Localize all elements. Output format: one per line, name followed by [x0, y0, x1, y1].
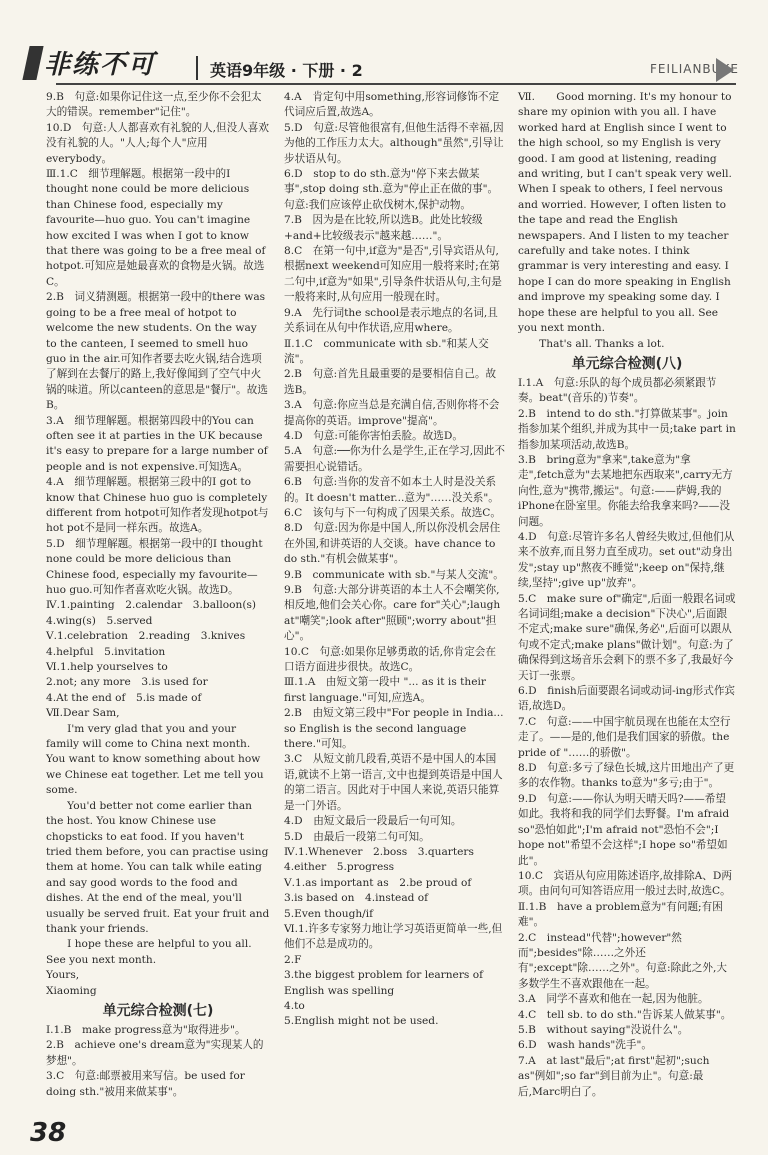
- answer-line: 2.B intend to do sth."打算做某事"。join指参加某个组织,并成为其中一员;take part in指参加某项活动,故选B。: [518, 407, 736, 451]
- answer-line: 4.D 句意:可能你害怕丢脸。故选D。: [284, 429, 463, 442]
- answer-line: 7.C 句意:——中国宇航员现在也能在太空行走了。——是的,他们是我们国家的骄傲。the pride of "……的骄傲"。: [518, 715, 733, 759]
- answer-line: Ⅳ.1.Whenever 2.boss 3.quarters: [284, 845, 474, 858]
- answer-line: 2.B 由短文第三段中"For people in India... so English is the second language there."可知。: [284, 707, 507, 751]
- answer-line: 4.either 5.progress: [284, 861, 395, 874]
- answer-line: Ⅲ.1.A 由短文第一段中 "... as it is their first language."可知,应选A。: [284, 676, 490, 704]
- column-right: [518, 90, 736, 1100]
- answer-line: Yours,: [46, 969, 80, 982]
- answer-line: Ⅰ.1.B make progress意为"取得进步"。: [46, 1023, 246, 1036]
- answer-line: 6.C 该句与下一句构成了因果关系。故选C。: [284, 506, 502, 519]
- section-title-unit8: 单元综合检测(八): [571, 355, 683, 372]
- answer-line: 6.D stop to do sth.意为"停下来去做某事",stop doing sth.意为"停止正在做的事"。句意:我们应该停止砍伐树木,保护动物。: [284, 168, 499, 211]
- column-middle: [284, 90, 506, 1030]
- answer-line: Xiaoming: [46, 984, 97, 997]
- header-divider: [196, 56, 198, 80]
- answer-line: 9.B communicate with sb."与某人交流"。: [284, 568, 504, 581]
- page-number: 38: [30, 1118, 67, 1148]
- answer-line: You'd better not come earlier than the host. You know Chinese use chopsticks to eat food. If you haven't tried them before, you can practise using them at home. You can talk while eating and say good words to the food and dishes. At the end of the meal, you'll usually be served fruit. Eat your fruit and thank your friends.: [46, 799, 273, 935]
- answer-line: I hope these are helpful to you all. See you next month.: [46, 938, 255, 966]
- answer-line: Ⅴ.1.celebration 2.reading 3.knives: [46, 630, 246, 643]
- answer-line: Ⅴ.1.as important as 2.be proud of: [284, 876, 472, 889]
- answer-line: 3.A 细节理解题。根据第四段中的You can often see it at parties in the UK because it's easy to prepare for a large number of people and is not expensive.可知选A。: [46, 414, 272, 473]
- answer-line: 5.B without saying"没说什么"。: [518, 1023, 689, 1036]
- answer-line: 9.D 句意:——你认为明天晴天吗?——希望如此。我将和我的同学们去野餐。I'm afraid so"恐怕如此";I'm afraid not"恐怕不会";I hope not"希望不会这样";I hope so"希望如此"。: [518, 792, 733, 867]
- answer-line: 9.B 句意:如果你记住这一点,至少你不会犯太大的错误。remember"记住"。: [46, 91, 262, 119]
- answer-line: 3.the biggest problem for learners of English was spelling: [284, 969, 487, 997]
- answer-line: Ⅵ.1.许多专家努力地让学习英语更简单一些,但他们不总是成功的。: [284, 922, 503, 951]
- answer-line: Ⅶ.Dear Sam,: [46, 707, 120, 720]
- column-left: [46, 90, 273, 1100]
- answer-line: 5.English might not be used.: [284, 1015, 439, 1028]
- answer-line: Ⅳ.1.painting 2.calendar 3.balloon(s): [46, 599, 257, 612]
- answer-line: 6.D finish后面要跟名词或动词-ing形式作宾语,故选D。: [518, 685, 736, 713]
- answer-line: 4.C tell sb. to do sth."告诉某人做某事"。: [518, 1008, 732, 1021]
- answer-line: 4.At the end of 5.is made of: [46, 691, 202, 704]
- answer-line: 5.D 细节理解题。根据第一段中的I thought none could be more delicious than Chinese food, especially my favourite—huo guo.可知作者喜欢吃火锅。故选D。: [46, 537, 266, 596]
- answer-line: 2.B 词义猜测题。根据第一段中的there was going to be a free meal of hotpot to welcome the new students. On the way to the canteen, I seemed to smell huo guo in the air.可知作者要去吃火锅,结合选项了解到在去餐厅的路上,我好像闻到了空气中火锅的味道。所以canteen的意思是"餐厅"。故选B。: [46, 291, 269, 412]
- answer-line: 10.D 句意:人人都喜欢有礼貌的人,但没人喜欢没有礼貌的人。"人人;每个人"应用everybody。: [46, 121, 269, 165]
- header-brand: FEILIANBUKE: [650, 62, 739, 76]
- answer-line: 4.wing(s) 5.served: [46, 614, 153, 627]
- answer-line: 3.is based on 4.instead of: [284, 892, 429, 905]
- page-header: [0, 0, 768, 92]
- answer-line: 2.C instead"代替";however"然而";besides"除……之外还有";except"除……之外"。句意:除此之外,大多数学生不喜欢跟他在一起。: [518, 931, 727, 990]
- answer-line: 2.F: [284, 953, 302, 966]
- answer-line: Ⅲ.1.C 细节理解题。根据第一段中的I thought none could be more delicious than Chinese food, especially my favourite—huo guo. You can't imagine how excited I was when I got to know that there was going to be a free meal of hotpot.可知应是她最喜欢的食物是火锅。故选C。: [46, 168, 269, 288]
- answer-line: Ⅶ. Good morning. It's my honour to share my opinion with you all. I have worked hard at English since I went to the high school, so my English is very good. I am good at listening, reading and writing, but I can't speak very well. When I speak to others, I feel nervous and worried. However, I often listen to the tape and read the English newspapers. And I listen to my teacher carefully and take notes. I think grammar is very interesting and easy. I hope I can do more speaking in English and improve my speaking some day. I hope these are helpful to you all. See you next month.: [518, 91, 736, 335]
- answer-line: 5.C make sure of"确定",后面一般跟名词或名词词组;make a decision"下决心",后面跟不定式;make sure"确保,务必",后面可以跟从句或不定式;make plans"做计划"。句意:为了确保得到这场音乐会剩下的票不多了,我最好今天订一张票。: [518, 592, 736, 682]
- answer-line: Ⅱ.1.B have a problem意为"有问题;有困难"。: [518, 900, 723, 929]
- answer-line: 5.Even though/if: [284, 907, 374, 920]
- answer-line: 3.A 句意:你应当总是充满自信,否则你将不会提高你的英语。improve"提高"。: [284, 399, 500, 427]
- answer-line: 4.to: [284, 999, 305, 1012]
- answer-line: 6.B 句意:当你的发音不如本土人时是没关系的。It doesn't matter...意为"……没关系"。: [284, 476, 499, 504]
- answer-line: 4.helpful 5.invitation: [46, 645, 166, 658]
- answer-line: 8.D 句意:多亏了绿色长城,这片田地出产了更多的农作物。thanks to意为"多亏;由于"。: [518, 762, 735, 790]
- answer-line: 9.A 先行词the school是表示地点的名词,且关系词在从句中作状语,应用where。: [284, 306, 498, 335]
- section-title-unit7: 单元综合检测(七): [102, 1002, 214, 1019]
- answer-line: 4.D 句意:尽管许多名人曾经失败过,但他们从来不放弃,而且努力直至成功。set out"动身出发";stay up"熬夜不睡觉";keep on"保持,继续,坚持";give up"放弃"。: [518, 530, 735, 590]
- answer-line: 7.A at last"最后";at first"起初";such as"例如";so far"到目前为止"。句意:最后,Marc明白了。: [518, 1054, 713, 1098]
- answer-line: 8.D 句意:因为你是中国人,所以你没机会居住在外国,和讲英语的人交谈。have chance to do sth."有机会做某事"。: [284, 522, 501, 566]
- answer-line: 5.A 句意:──你为什么是学生,正在学习,因此不需要担心说错话。: [284, 445, 505, 473]
- logo: 非练不可: [44, 50, 157, 80]
- answer-line: 10.C 句意:如果你足够勇敢的话,你肯定会在口语方面进步很快。故选C。: [284, 645, 496, 674]
- answer-line: 2.B achieve one's dream意为"实现某人的梦想"。: [46, 1039, 264, 1067]
- answer-line: 4.A 细节理解题。根据第三段中的I got to know that Chinese huo guo is completely different from hotpot可知作者发现hotpot与hot pot不是同一样东西。故选A。: [46, 476, 271, 535]
- answer-line: 3.A 同学不喜欢和他在一起,因为他脏。: [518, 993, 709, 1006]
- answer-line: 5.D 句意:尽管他很富有,但他生活得不幸福,因为他的工作压力太大。although"虽然",引导让步状语从句。: [284, 121, 504, 165]
- answer-line: I'm very glad that you and your family will come to China next month. You want to know something about how we Chinese eat together. Let me tell you some.: [46, 722, 267, 797]
- logo-mark: [22, 46, 43, 80]
- answer-line: 10.C 宾语从句应用陈述语序,故排除A、D两项。由问句可知答语应用一般过去时,故选C。: [518, 869, 732, 898]
- answer-line: Ⅰ.1.A 句意:乐队的每个成员都必须紧跟节奏。beat"(音乐的)节奏"。: [518, 376, 717, 405]
- answer-line: Ⅱ.1.C communicate with sb."和某人交流"。: [284, 337, 489, 365]
- answer-line: 4.D 由短文最后一段最后一句可知。: [284, 815, 462, 828]
- answer-line: 9.B 句意:大部分讲英语的本土人不会嘲笑你,相反地,他们会关心你。care for"关心";laugh at"嘲笑";look after"照顾";worry about"担心"。: [284, 584, 504, 643]
- answer-line: 7.B 因为是在比较,所以选B。此处比较级+and+比较级表示"越来越……"。: [284, 214, 483, 242]
- answer-line: 5.D 由最后一段第二句可知。: [284, 830, 430, 843]
- answer-line: 4.A 肯定句中用something,形容词修饰不定代词应后置,故选A。: [284, 91, 500, 119]
- answer-line: 3.B bring意为"拿来",take意为"拿走",fetch意为"去某地把东西取来",carry无方向性,意为"携带,搬运"。句意:——萨姆,我的iPhone在卧室里。你能去给我拿来吗?——没问题。: [518, 453, 733, 528]
- answer-line: 8.C 在第一句中,if意为"是否",引导宾语从句,根据next weekend可知应用一般将来时;在第二句中,if意为"如果",引导条件状语从句,主句是一般将来时,从句应用一般现在时。: [284, 245, 502, 304]
- answer-line: 3.C 句意:邮票被用来写信。be used for doing sth."被用来做某事"。: [46, 1070, 249, 1098]
- answer-line: 2.B 句意:首先且最重要的是要相信自己。故选B。: [284, 368, 497, 396]
- header-rule: [56, 83, 736, 85]
- answer-line: Ⅵ.1.help yourselves to: [46, 661, 168, 674]
- answer-line: 3.C 从短文前几段看,英语不是中国人的本国语,就读不上第一语言,文中也提到英语是中国人的第二语言。因此对于中国人来说,英语只能算是一门外语。: [284, 753, 503, 812]
- header-title: 英语9年级 · 下册 · 2: [210, 61, 363, 80]
- arrow-icon: [716, 58, 734, 82]
- answer-line: 2.not; any more 3.is used for: [46, 676, 208, 689]
- answer-line: That's all. Thanks a lot.: [518, 337, 665, 350]
- answer-line: 6.D wash hands"洗手"。: [518, 1039, 652, 1052]
